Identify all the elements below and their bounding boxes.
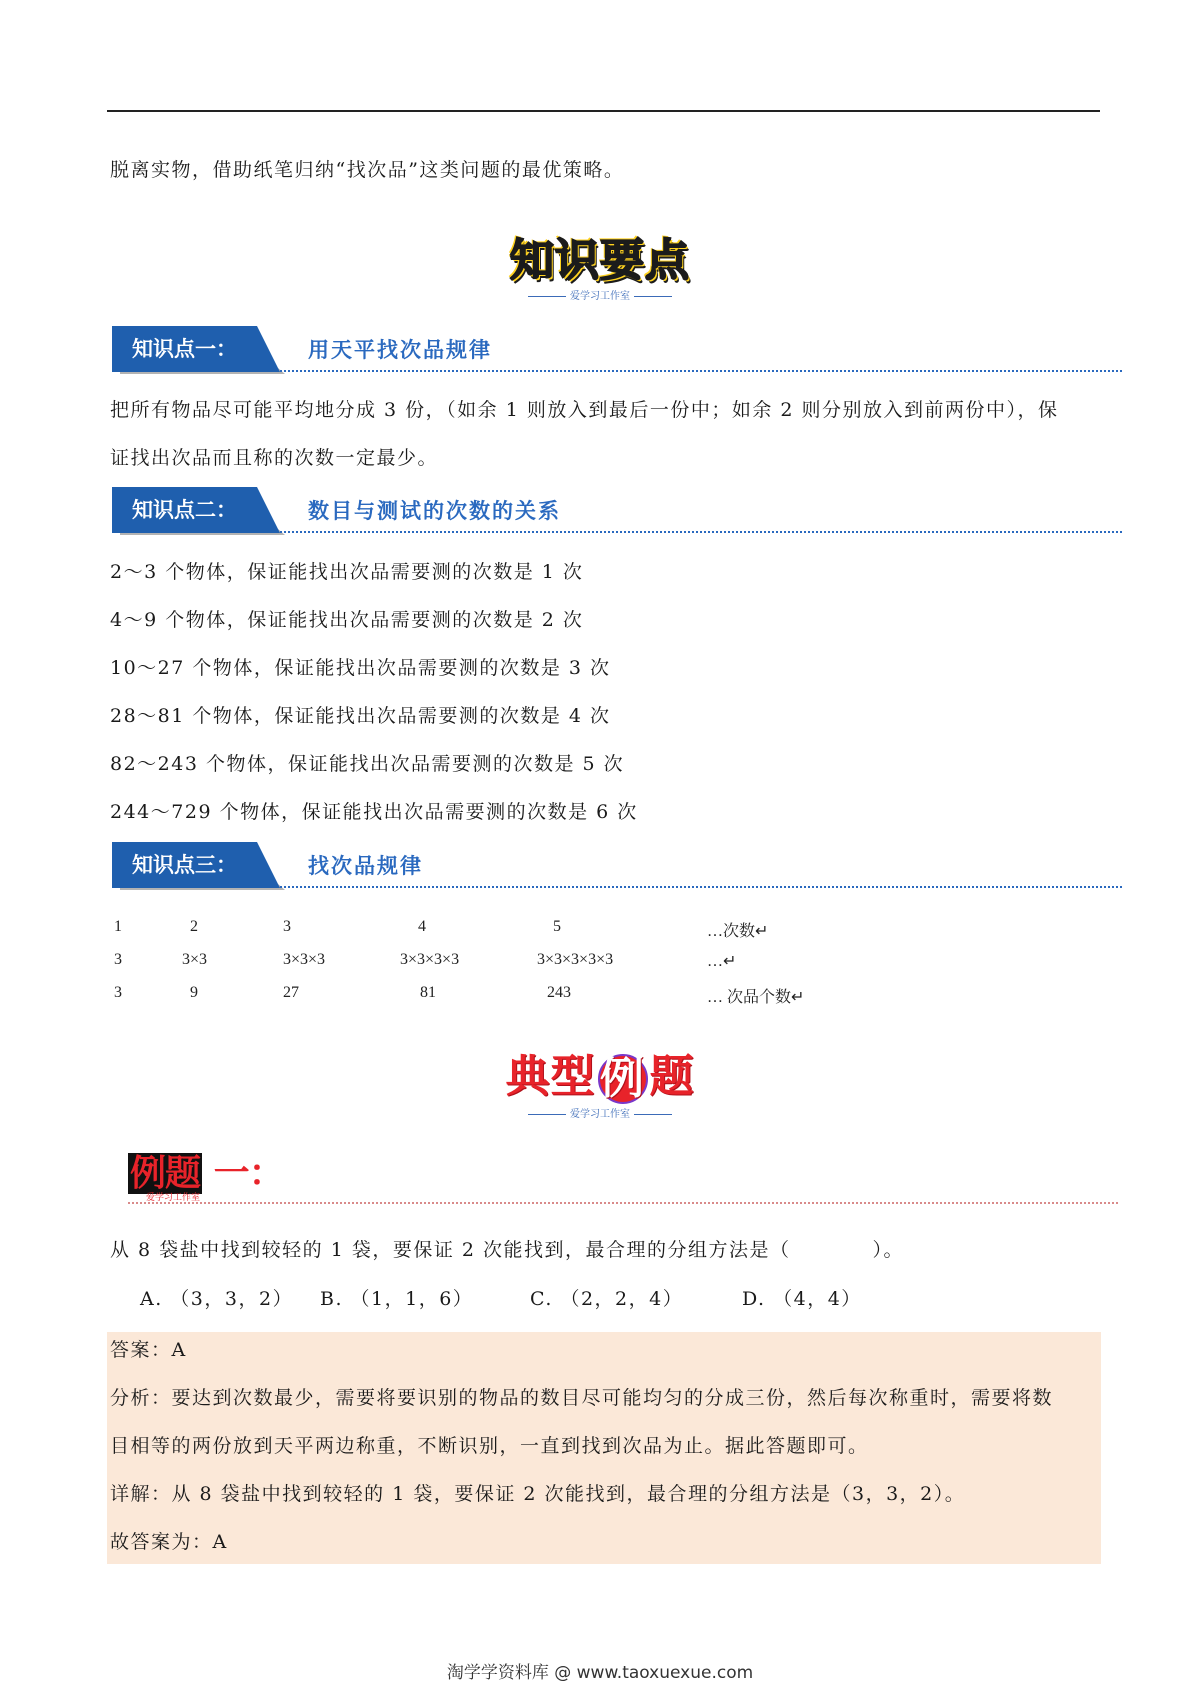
footer-watermark: 淘学学资料库 @ www.taoxuexue.com: [446, 1663, 754, 1683]
option-b: B. （1，1，6）: [320, 1288, 474, 1310]
analysis-line-2: 目相等的两份放到天平两边称重，不断识别，一直到找到次品为止。据此答题即可。: [110, 1435, 869, 1457]
knowledge-point-3-header: [112, 842, 1122, 888]
option-a: A. （3，3，2）: [140, 1288, 294, 1310]
point-1-line-1: 把所有物品尽可能平均地分成 3 份，（如余 1 则放入到最后一份中；如余 2 则分别放入到前两份中），保: [110, 399, 1059, 421]
table-cell: … 次品个数↵: [707, 989, 805, 1006]
conclusion-line: 故答案为：A: [110, 1531, 228, 1553]
knowledge-point-1-label: 知识点一：: [132, 337, 237, 361]
table-cell: 9: [190, 984, 198, 1001]
knowledge-badge: [500, 236, 700, 304]
point-2-line-5: 82～243 个物体，保证能找出次品需要测的次数是 5 次: [110, 753, 625, 775]
example-badge: [500, 1052, 700, 1122]
point-2-line-4: 28～81 个物体，保证能找出次品需要测的次数是 4 次: [110, 705, 611, 727]
analysis-line-1: 分析：要达到次数最少，需要将要识别的物品的数目尽可能均匀的分成三份，然后每次称重时，需要将数: [110, 1387, 1054, 1409]
detail-line: 详解：从 8 袋盐中找到较轻的 1 袋，要保证 2 次能找到，最合理的分组方法是（3，3，2）。: [110, 1483, 966, 1505]
example-badge-title: 典型 例 题: [505, 1051, 695, 1104]
table-cell: 3×3×3×3: [400, 951, 460, 968]
example-1-heading: 例题 一： 爱学习工作室: [130, 1153, 284, 1203]
knowledge-point-1-title: 用天平找次品规律: [308, 338, 492, 362]
point-1-line-2: 证找出次品而且称的次数一定最少。: [110, 447, 439, 469]
knowledge-point-3-title: 找次品规律: [308, 854, 423, 878]
table-cell: …次数↵: [707, 923, 769, 940]
point-2-line-6: 244～729 个物体，保证能找出次品需要测的次数是 6 次: [110, 801, 638, 823]
intro-text: 脱离实物，借助纸笔归纳“找次品”这类问题的最优策略。: [110, 159, 625, 181]
knowledge-point-2-header: [112, 487, 1122, 533]
table-cell: 3: [114, 951, 122, 968]
knowledge-point-3-label: 知识点三：: [132, 853, 237, 877]
table-cell: 3: [283, 918, 291, 935]
table-cell: 3: [114, 984, 122, 1001]
table-cell: …↵: [707, 953, 737, 970]
table-cell: 243: [547, 984, 571, 1001]
table-cell: 3×3: [182, 951, 208, 968]
point-2-line-2: 4～9 个物体，保证能找出次品需要测的次数是 2 次: [110, 609, 584, 631]
option-c: C. （2，2，4）: [530, 1288, 684, 1310]
answer-line: 答案：A: [110, 1339, 187, 1361]
point-2-line-3: 10～27 个物体，保证能找出次品需要测的次数是 3 次: [110, 657, 611, 679]
table-cell: 3×3×3: [283, 951, 326, 968]
table-cell: 5: [553, 918, 561, 935]
question-text: 从 8 袋盐中找到较轻的 1 袋，要保证 2 次能找到，最合理的分组方法是（ ）。: [110, 1239, 905, 1261]
option-d: D. （4，4）: [742, 1288, 862, 1310]
knowledge-point-2-title: 数目与测试的次数的关系: [308, 499, 561, 523]
example-1-heading-sub: 爱学习工作室: [146, 1193, 201, 1203]
table-cell: 27: [283, 984, 299, 1001]
example-divider: [128, 1202, 1118, 1204]
knowledge-badge-title: 知识要点: [510, 235, 690, 286]
table-cell: 1: [114, 918, 122, 935]
answer-box: [107, 1332, 1101, 1564]
knowledge-point-2-label: 知识点二：: [132, 498, 237, 522]
table-cell: 81: [420, 984, 436, 1001]
table-cell: 2: [190, 918, 198, 935]
knowledge-point-1-header: [112, 326, 1122, 372]
knowledge-badge-sub: 爱学习工作室: [500, 290, 700, 304]
table-cell: 3×3×3×3×3: [537, 951, 614, 968]
table-cell: 4: [418, 918, 426, 935]
example-badge-sub: 爱学习工作室: [500, 1108, 700, 1122]
header-rule: [107, 110, 1100, 112]
point-2-line-1: 2～3 个物体，保证能找出次品需要测的次数是 1 次: [110, 561, 584, 583]
